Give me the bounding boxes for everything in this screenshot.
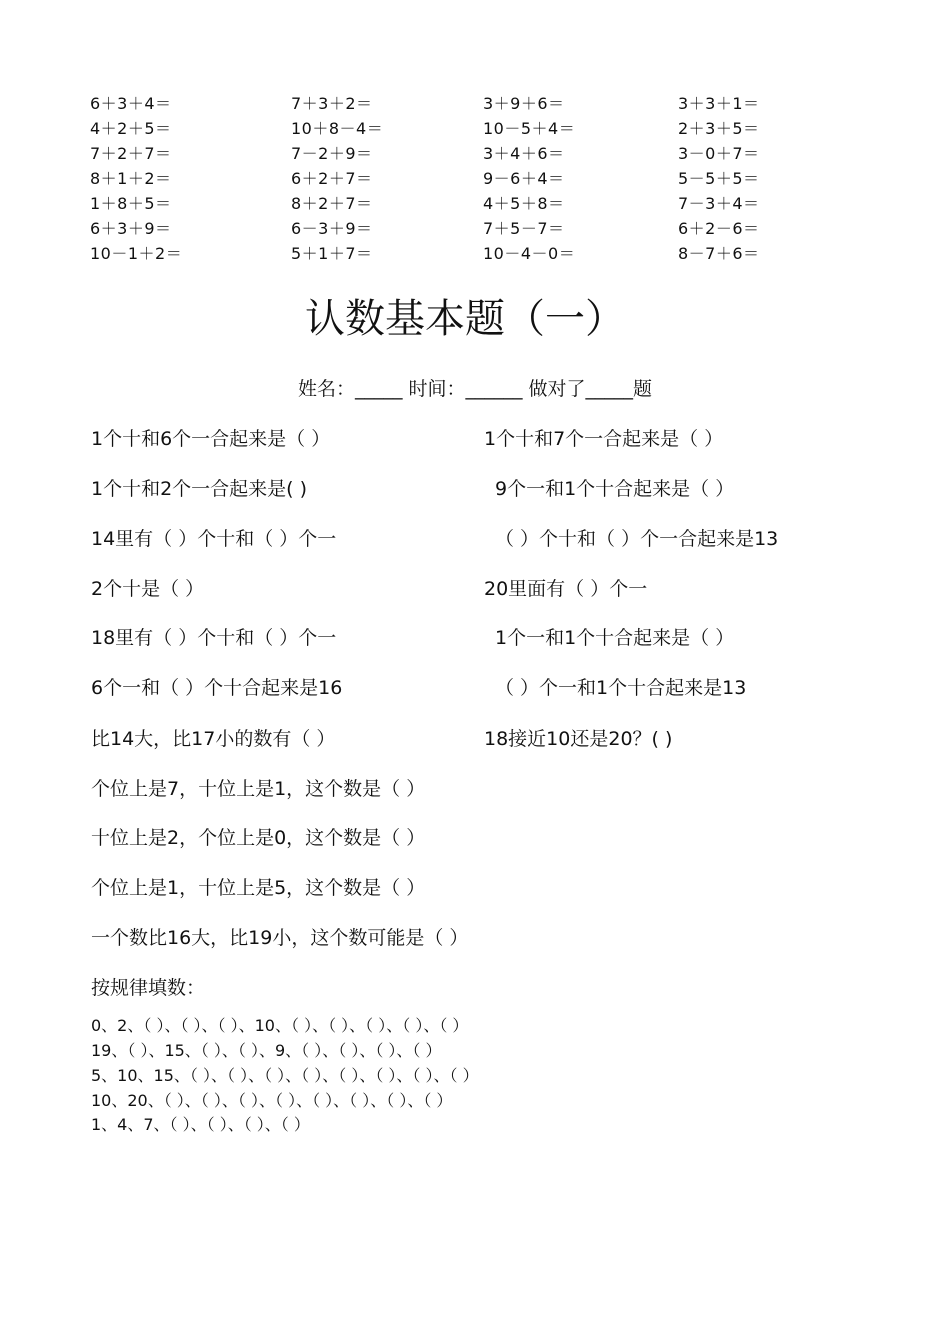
arithmetic-problem: 7－2＋9＝ — [291, 144, 373, 163]
arithmetic-problem: 5＋1＋7＝ — [291, 244, 373, 263]
sequence-row-2: 19、（ ）、15、（ ）、（ ）、9、（ ）、（ ）、（ ）、（ ） — [91, 1041, 442, 1060]
arithmetic-problem: 6＋3＋4＝ — [90, 94, 172, 113]
arithmetic-problem: 7＋5－7＝ — [483, 219, 565, 238]
arithmetic-problem: 10－1＋2＝ — [90, 244, 183, 263]
sequence-row-1: 0、2、（ ）、（ ）、（ ）、10、（ ）、（ ）、（ ）、（ ）、（ ） — [91, 1016, 469, 1035]
question-11: 一个数比16大，比19小，这个数可能是（ ） — [91, 927, 469, 949]
question-2-left: 1个十和2个一合起来是( ) — [91, 478, 308, 500]
question-4-left: 2个十是（ ） — [91, 578, 205, 600]
sequence-row-4: 10、20、（ ）、（ ）、（ ）、（ ）、（ ）、（ ）、（ ）、（ ） — [91, 1091, 453, 1110]
arithmetic-problem: 6－3＋9＝ — [291, 219, 373, 238]
arithmetic-problem: 3＋4＋6＝ — [483, 144, 565, 163]
arithmetic-problem: 3＋9＋6＝ — [483, 94, 565, 113]
sequence-section-label: 按规律填数： — [91, 977, 206, 999]
arithmetic-problem: 10－5＋4＝ — [483, 119, 576, 138]
arithmetic-problem: 4＋5＋8＝ — [483, 194, 565, 213]
sequence-row-5: 1、4、7、（ ）、（ ）、（ ）、（ ） — [91, 1115, 310, 1134]
arithmetic-problem: 7＋2＋7＝ — [90, 144, 172, 163]
question-4-right: 20里面有（ ）个一 — [484, 578, 648, 600]
arithmetic-problem: 8－7＋6＝ — [678, 244, 760, 263]
question-2-right: 9个一和1个十合起来是（ ） — [495, 478, 735, 500]
student-info-line: 姓名：_____ 时间：______ 做对了_____题 — [297, 378, 653, 400]
question-8: 个位上是7，十位上是1，这个数是（ ） — [91, 778, 426, 800]
arithmetic-problem: 3＋3＋1＝ — [678, 94, 760, 113]
arithmetic-problem: 8＋1＋2＝ — [90, 169, 172, 188]
question-9: 十位上是2，个位上是0，这个数是（ ） — [91, 827, 426, 849]
arithmetic-problem: 5－5＋5＝ — [678, 169, 760, 188]
arithmetic-problem: 10＋8－4＝ — [291, 119, 384, 138]
question-6-right: （ ）个一和1个十合起来是13 — [495, 677, 747, 699]
question-3-left: 14里有（ ）个十和（ ）个一 — [91, 528, 337, 550]
question-1-left: 1个十和6个一合起来是（ ） — [91, 428, 331, 450]
question-6-left: 6个一和（ ）个十合起来是16 — [91, 677, 343, 699]
arithmetic-problem: 8＋2＋7＝ — [291, 194, 373, 213]
arithmetic-problem: 3－0＋7＝ — [678, 144, 760, 163]
question-3-right: （ ）个十和（ ）个一合起来是13 — [495, 528, 779, 550]
sequence-row-3: 5、10、15、（ ）、（ ）、（ ）、（ ）、（ ）、（ ）、（ ）、（ ） — [91, 1066, 479, 1085]
arithmetic-problem: 9－6＋4＝ — [483, 169, 565, 188]
arithmetic-problem: 6＋2＋7＝ — [291, 169, 373, 188]
arithmetic-problem: 4＋2＋5＝ — [90, 119, 172, 138]
arithmetic-problem: 1＋8＋5＝ — [90, 194, 172, 213]
page-title: 认数基本题（一） — [305, 296, 625, 342]
question-5-right: 1个一和1个十合起来是（ ） — [495, 627, 735, 649]
arithmetic-problem: 10－4－0＝ — [483, 244, 576, 263]
arithmetic-problem: 2＋3＋5＝ — [678, 119, 760, 138]
question-5-left: 18里有（ ）个十和（ ）个一 — [91, 627, 337, 649]
question-7-right: 18接近10还是20？( ) — [484, 728, 673, 750]
arithmetic-problem: 7＋3＋2＝ — [291, 94, 373, 113]
question-1-right: 1个十和7个一合起来是（ ） — [484, 428, 724, 450]
question-10: 个位上是1，十位上是5，这个数是（ ） — [91, 877, 426, 899]
arithmetic-problem: 6＋3＋9＝ — [90, 219, 172, 238]
arithmetic-problem: 6＋2－6＝ — [678, 219, 760, 238]
arithmetic-problem: 7－3＋4＝ — [678, 194, 760, 213]
question-7-left: 比14大，比17小的数有（ ） — [91, 728, 336, 750]
